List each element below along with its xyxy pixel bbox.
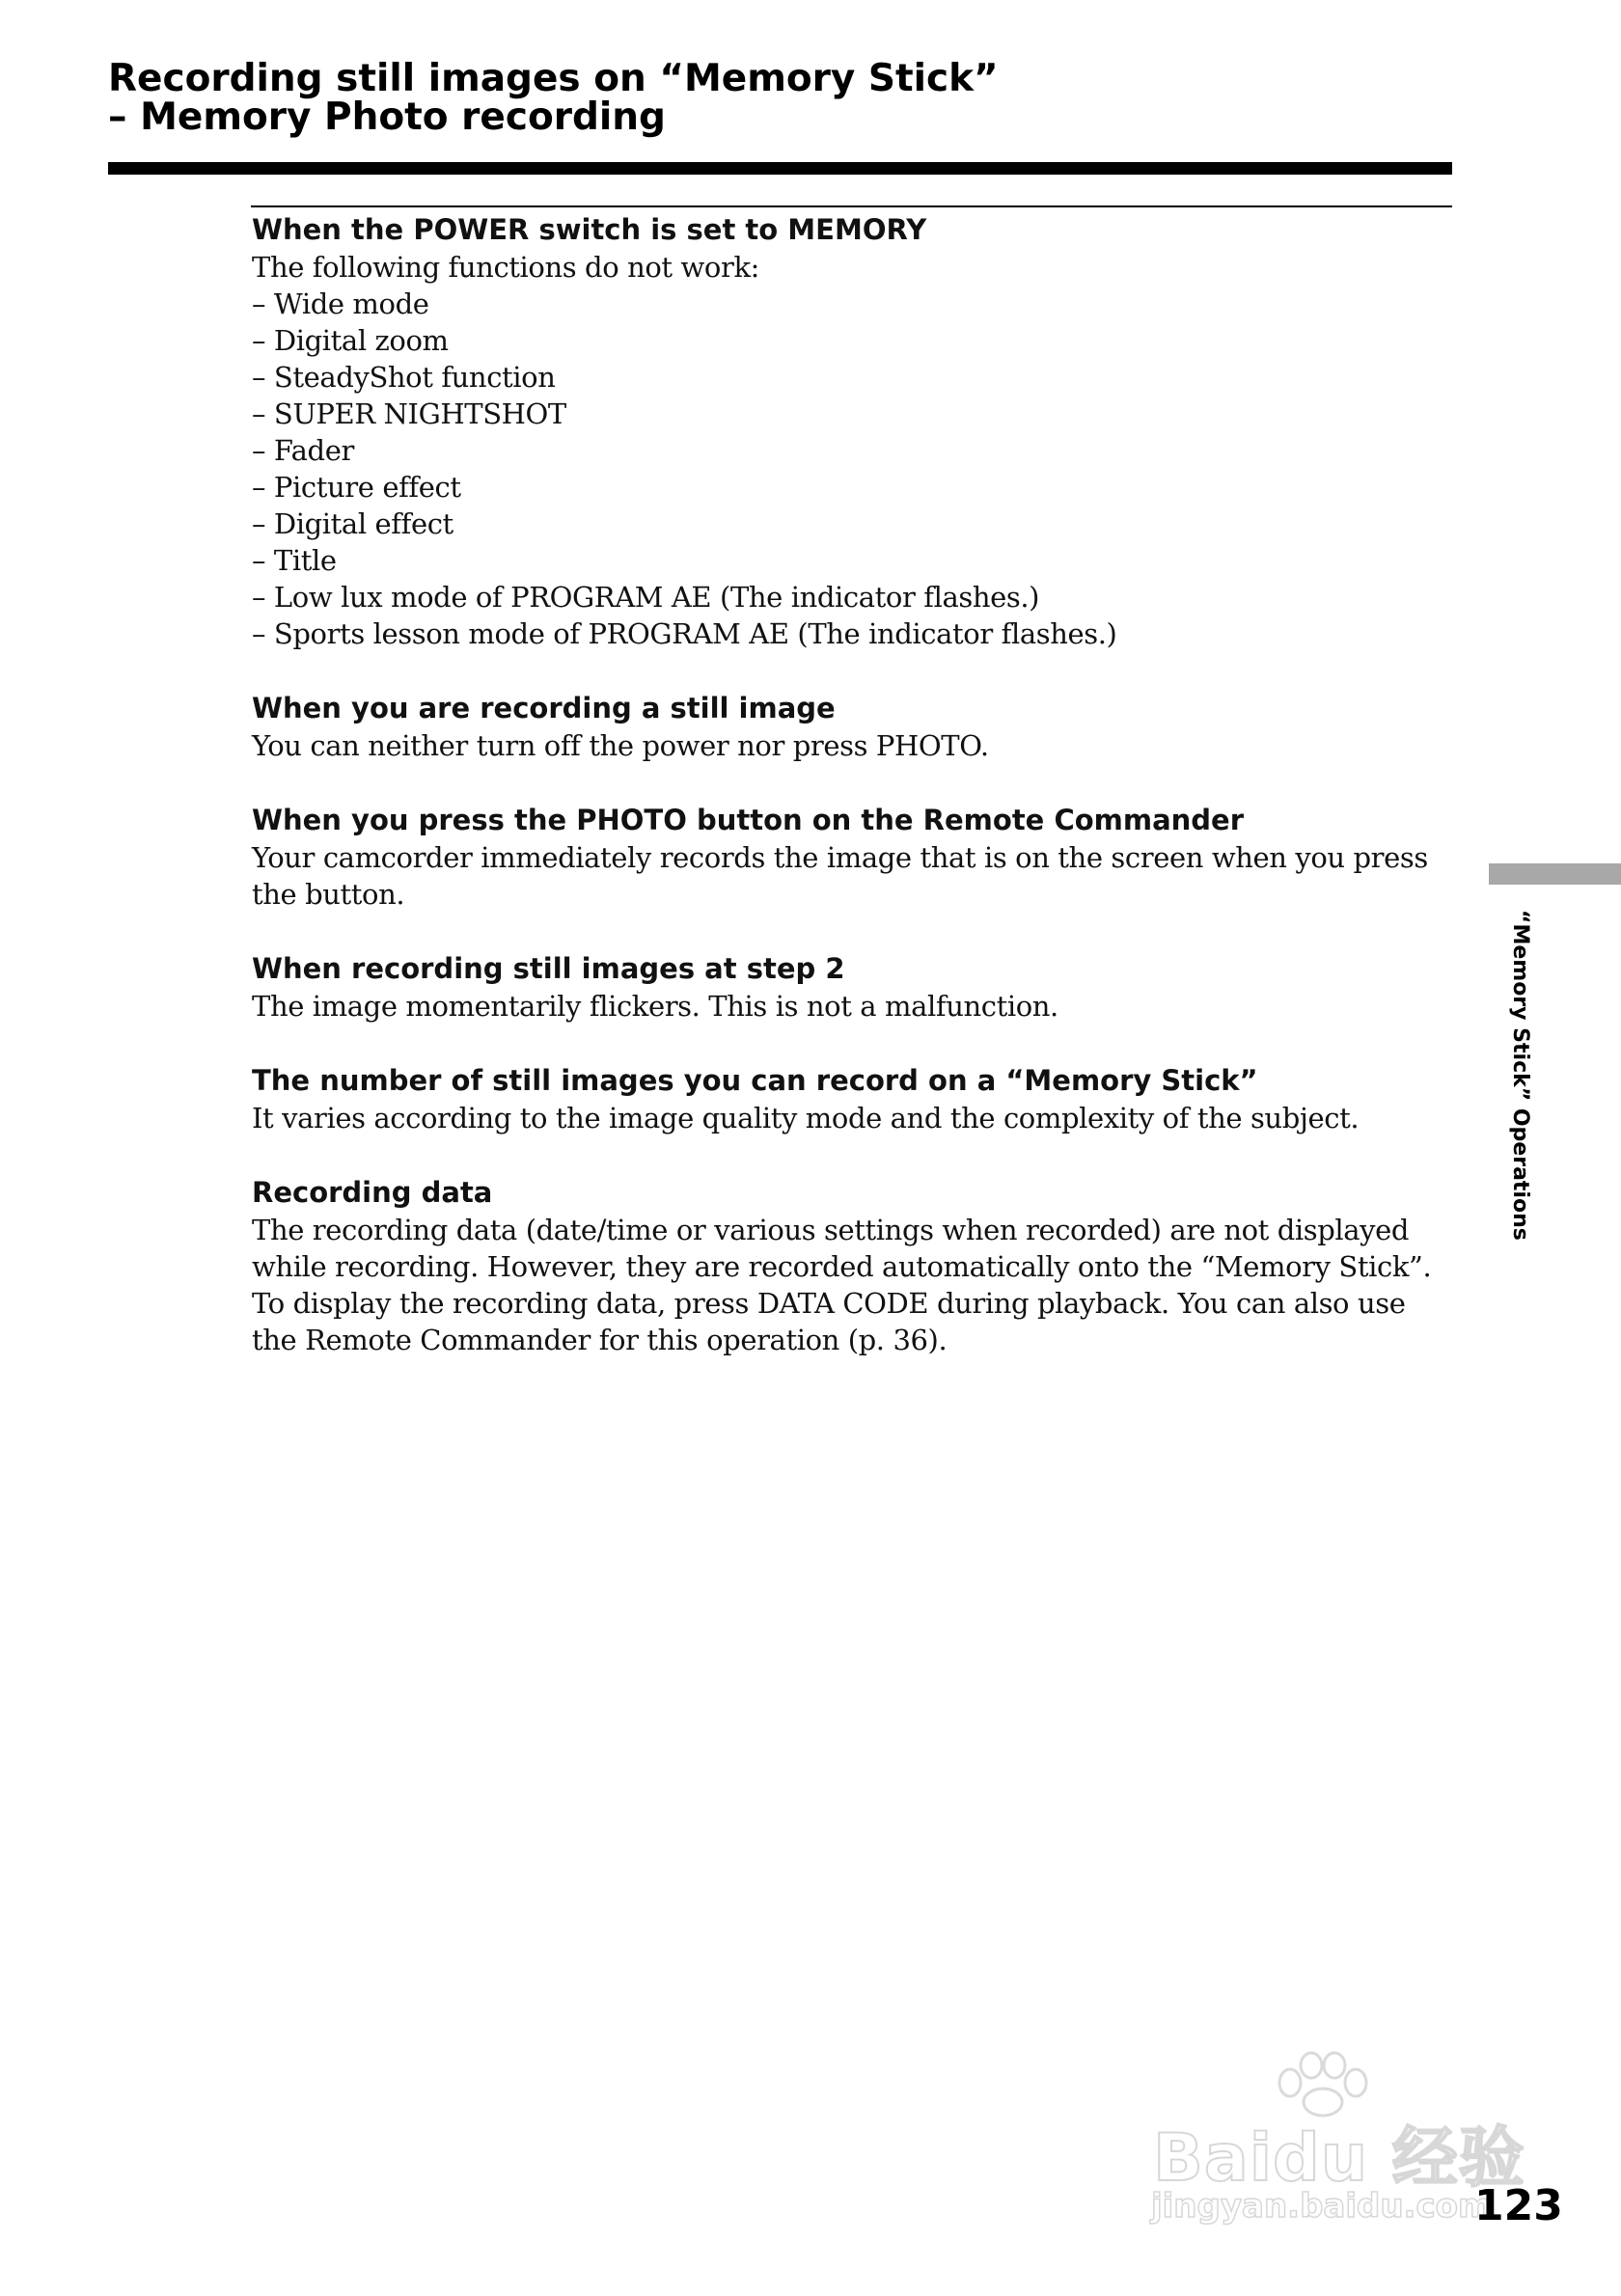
note-section-image-count — [252, 1061, 1448, 1136]
note-text: while recording. However, they are recorded automatically onto the “Memory Stick”. — [252, 1250, 1432, 1283]
list-item: – Picture effect — [252, 471, 461, 504]
list-item: – Wide mode — [252, 287, 429, 320]
title-underline-thick — [108, 162, 1452, 175]
note-body — [252, 1212, 1448, 1358]
notes-content — [252, 210, 1448, 1395]
chapter-tab-marker — [1489, 863, 1621, 885]
list-item: – Title — [252, 544, 337, 577]
page-number: 123 — [1474, 2181, 1563, 2230]
list-item: – Low lux mode of PROGRAM AE (The indicator flashes.) — [252, 581, 1040, 614]
note-text: The recording data (date/time or various settings when recorded) are not displayed — [252, 1214, 1410, 1246]
list-item: – Digital zoom — [252, 324, 449, 357]
list-item: – SteadyShot function — [252, 361, 556, 394]
list-item: – Digital effect — [252, 507, 453, 540]
note-heading: When recording still images at step 2 — [252, 952, 845, 985]
note-body — [252, 249, 1448, 652]
watermark-url: jingyan.baidu.com — [1151, 2187, 1493, 2226]
note-heading: When you press the PHOTO button on the Remote Commander — [252, 804, 1245, 836]
chapter-tab-label: “Memory Stick” Operations — [1508, 910, 1532, 1241]
page-title — [108, 57, 1362, 139]
note-section-recording-still — [252, 689, 1448, 764]
note-text: To display the recording data, press DATA CODE during playback. You can also use — [252, 1287, 1406, 1320]
note-text: The following functions do not work: — [252, 251, 759, 284]
note-heading: Recording data — [252, 1176, 493, 1209]
note-body — [252, 839, 1448, 913]
note-text: It varies according to the image quality mode and the complexity of the subject. — [252, 1102, 1360, 1134]
baidu-watermark — [1143, 2050, 1529, 2233]
watermark-logo: Baidu 经验 — [1153, 2120, 1525, 2197]
note-heading: When the POWER switch is set to MEMORY — [252, 213, 927, 246]
note-body — [252, 988, 1448, 1025]
note-body — [252, 1100, 1448, 1136]
page-title-line-1: Recording still images on “Memory Stick” — [108, 57, 999, 100]
note-heading: When you are recording a still image — [252, 692, 836, 724]
list-item: – Sports lesson mode of PROGRAM AE (The indicator flashes.) — [252, 617, 1117, 650]
note-section-power-memory — [252, 210, 1448, 652]
list-item: – Fader — [252, 434, 354, 467]
note-text: You can neither turn off the power nor press PHOTO. — [252, 729, 989, 762]
page-title-line-2: – Memory Photo recording — [108, 96, 666, 139]
note-heading: The number of still images you can record on a “Memory Stick” — [252, 1064, 1258, 1097]
section-divider — [251, 205, 1452, 207]
note-text: The image momentarily flickers. This is not a malfunction. — [252, 990, 1058, 1023]
note-section-photo-remote — [252, 801, 1448, 913]
note-text: Your camcorder immediately records the image that is on the screen when you press — [252, 841, 1428, 874]
note-text: the button. — [252, 878, 405, 911]
note-body — [252, 727, 1448, 764]
note-text: the Remote Commander for this operation (p. 36). — [252, 1324, 948, 1356]
disabled-functions-list — [252, 286, 1448, 652]
list-item: – SUPER NIGHTSHOT — [252, 397, 566, 430]
note-section-step-2 — [252, 949, 1448, 1025]
note-section-recording-data — [252, 1173, 1448, 1358]
